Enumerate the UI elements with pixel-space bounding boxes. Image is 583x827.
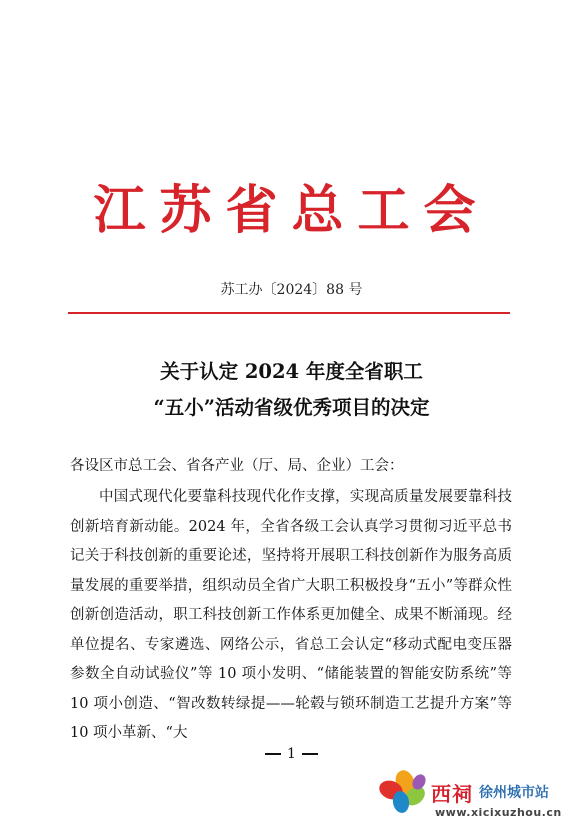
document-number: 苏工办〔2024〕88 号 (220, 282, 363, 298)
watermark-site-name: 西祠 (431, 782, 473, 806)
watermark-city-station: 徐州城市站 (479, 785, 549, 801)
pinwheel-logo-icon (375, 768, 431, 814)
body-text (70, 483, 512, 749)
document-title (0, 354, 583, 426)
issuing-organization-header: 江苏省总工会 (93, 180, 490, 241)
page-dash-right (302, 753, 318, 755)
body-paragraph: 中国式现代化要靠科技现代化作支撑，实现高质量发展要靠科技创新培育新动能。2024 年，全省各级工会认真学习贯彻习近平总书记关于科技创新的重要论述，坚持将开展职工科技创新作为服务高质量发展的重要举措，组织动员全省广大职工积极投身“五小”等群众性创新创造活动，职工科技创新工作体系更加健全、成果不断涌现。经单位提名、专家遴选、网络公示，省总工会认定“移动式配电变压器参数全自动试验仪”等 10 项小发明、“储能装置的智能安防系统”等 10 项小创造、“智改数转绿提——轮毂与锁环制造工艺提升方案”等 10 项小革新、“大 (70, 489, 512, 741)
page-number-value: 1 (287, 746, 296, 762)
page-dash-left (265, 753, 281, 755)
watermark-url: www.xicixuzhou.cn (435, 806, 562, 819)
red-divider-line (68, 312, 510, 314)
title-line-1: 关于认定 2024 年度全省职工 (160, 360, 423, 383)
salutation: 各设区市总工会、省各产业（厅、局、企业）工会： (70, 458, 404, 474)
page-number (0, 746, 583, 762)
site-watermark (375, 764, 575, 824)
title-line-2: “五小”活动省级优秀项目的决定 (153, 396, 430, 419)
